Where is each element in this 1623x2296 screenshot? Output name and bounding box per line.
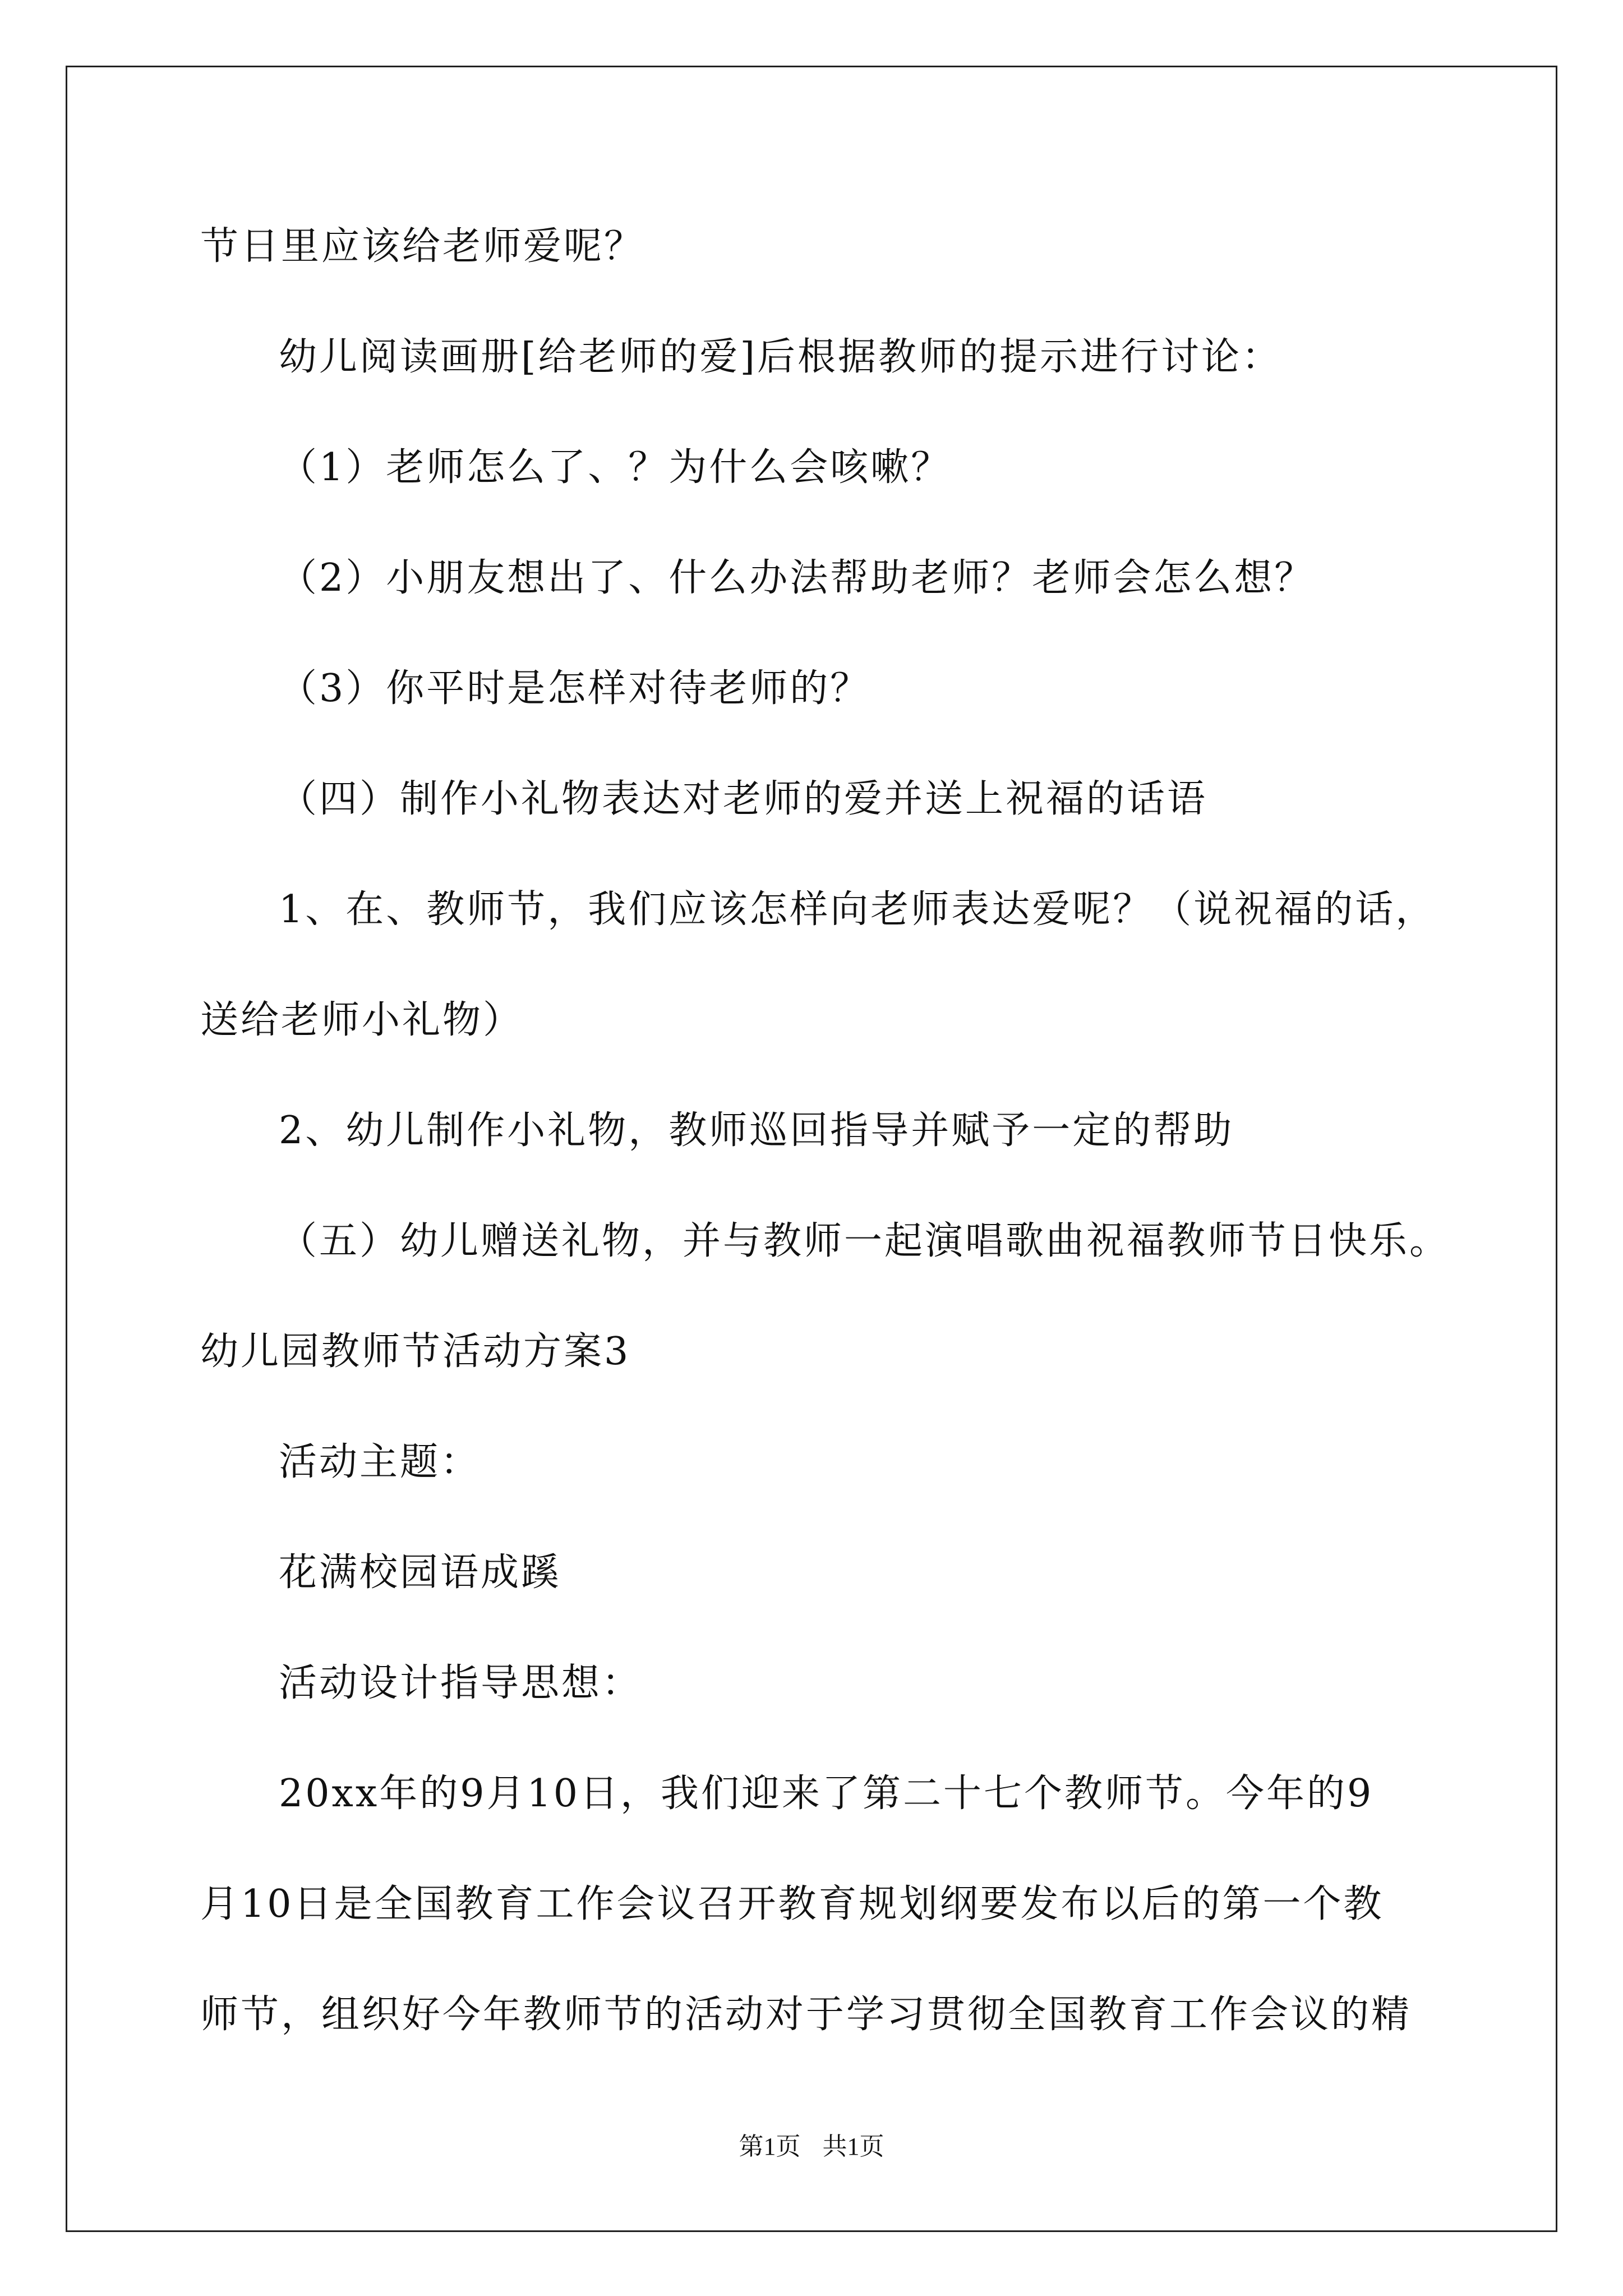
section-heading: 幼儿园教师节活动方案3 [200, 1329, 631, 1374]
text-line: （四）制作小礼物表达对老师的爱并送上祝福的话语 [279, 777, 1208, 821]
text-line: （2）小朋友想出了、什么办法帮助老师？老师会怎么想？ [279, 556, 1315, 600]
text-line: 活动主题： [279, 1440, 481, 1484]
text-line: 幼儿阅读画册[给老师的爱]后根据教师的提示进行讨论： [279, 335, 1283, 379]
text-line: （1）老师怎么了、？为什么会咳嗽？ [279, 445, 952, 490]
text-line: 1、在、教师节，我们应该怎样向老师表达爱呢？（说祝福的话， [279, 887, 1436, 932]
text-line: 花满校园语成蹊 [279, 1550, 562, 1595]
text-line: 月10日是全国教育工作会议召开教育规划纲要发布以后的第一个教 [200, 1882, 1384, 1926]
page-footer [0, 2126, 1623, 2162]
text-line: 活动设计指导思想： [279, 1661, 643, 1705]
page-number: 第1页 [739, 2133, 801, 2160]
text-line: 节日里应该给老师爱呢？ [200, 224, 645, 269]
text-line: 师节，组织好今年教师节的活动对于学习贯彻全国教育工作会议的精 [200, 1993, 1412, 2037]
text-line: 2、幼儿制作小礼物，教师巡回指导并赋予一定的帮助 [279, 1108, 1234, 1153]
text-line: （3）你平时是怎样对待老师的？ [279, 666, 871, 711]
text-line: （五）幼儿赠送礼物，并与教师一起演唱歌曲祝福教师节日快乐。 [279, 1219, 1450, 1263]
text-line: 20xx年的9月10日，我们迎来了第二十七个教师节。今年的9 [279, 1772, 1374, 1816]
page-total: 共1页 [822, 2133, 884, 2160]
document-body [200, 219, 1450, 2043]
text-line: 送给老师小礼物） [200, 998, 524, 1042]
